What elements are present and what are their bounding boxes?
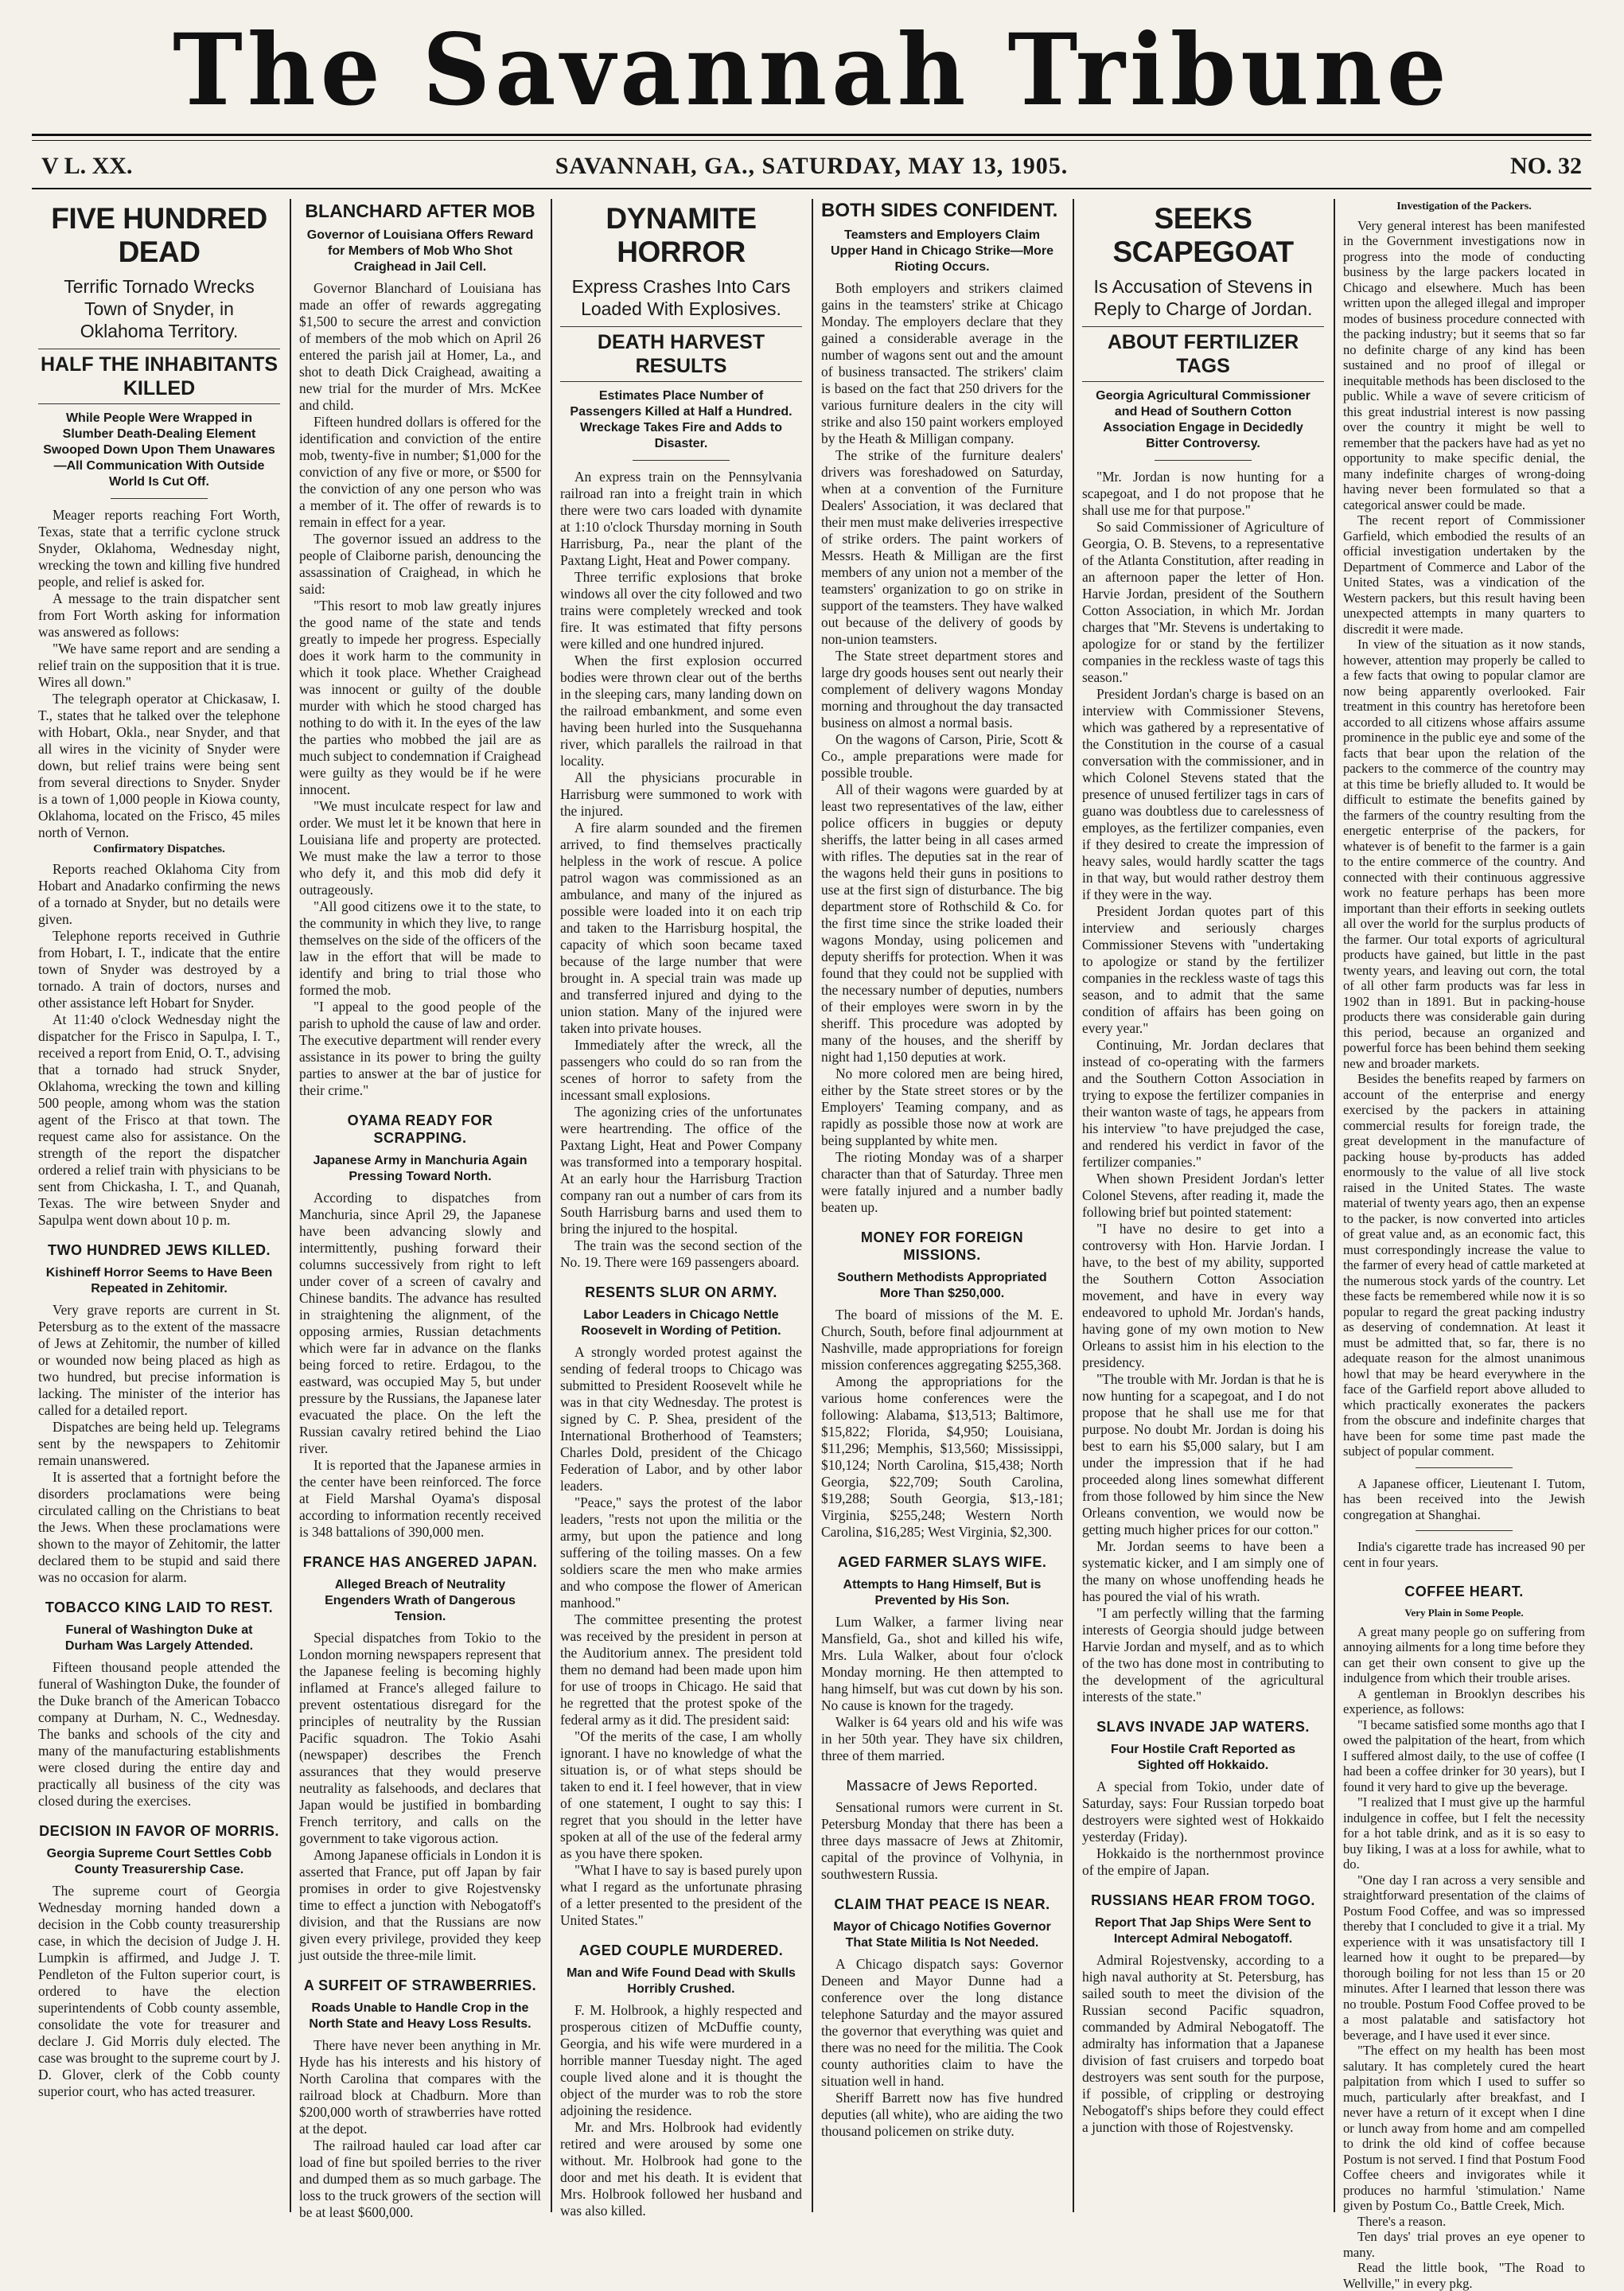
story-subhead: Very Plain in Some People. (1404, 1607, 1524, 1619)
story-subhead: Attempts to Hang Himself, But is Prevented by His Son. (843, 1578, 1042, 1607)
paragraph: "I am perfectly willing that the farming interests of Georgia should judge between Harvie Jordan and myself, and as to which of the two has done most in contributing to the development of the agricultural interests of the state." (1082, 1605, 1324, 1705)
paragraph: A message to the train dispatcher sent from Fort Worth asking for information was answered as follows: (38, 590, 280, 640)
paragraph: So said Commissioner of Agriculture of Georgia, O. B. Stevens, to a representative of the Atlanta Constitution, after reading in an afternoon paper the letter of Hon. Harvie Jordan, president of the Southern Cotton Association, in which Mr. Jordan charges that "Mr. Stevens is undertaking to apologize for or stand by the fertilizer companies in the reckless waste of tags this season." (1082, 519, 1324, 685)
paragraph: "We have same report and are sending a relief train on the supposition that it is true. Wires all down." (38, 641, 280, 690)
paragraph: Ten days' trial proves an eye opener to many. (1343, 2229, 1585, 2260)
paragraph: "We must inculcate respect for law and order. We must let it be known that here in Louisiana life and property are protected. We must make the law a terror to those who defy it, and this mob did defy it outrageously. (299, 798, 541, 898)
deck: Is Accusation of Stevens in Reply to Charge of Jordan. (1093, 276, 1313, 319)
paragraph: Admiral Rojestvensky, according to a high naval authority at St. Petersburg, has sailed south to meet the division of the Russian second Pacific squadron, commanded by Admiral Nebogatoff. The admiralty has information that a Japanese division of fast cruisers and torpedo boat destroyers was sent south for the purpose, if possible, of crippling or destroying Nebogatoff's ships before they could effect a junction with those of Rojestvensky. (1082, 1952, 1324, 2135)
paragraph: Immediately after the wreck, all the passengers who could do so ran from the scenes of horror to safety from the incessant small explosions. (560, 1037, 802, 1103)
story-headline: Massacre of Jews Reported. (846, 1778, 1038, 1794)
headline: DYNAMITE HORROR (606, 202, 757, 268)
paragraph: Continuing, Mr. Jordan declares that instead of co-operating with the farmers and the Southern Cotton Association in trying to expose the fertilizer companies in their wanton waste of tags, he appears from his interview "to have prejudged the case, and rendered his verdict in favor of the fertilizer companies." (1082, 1037, 1324, 1170)
paragraph: When shown President Jordan's letter Colonel Stevens, after reading it, made the following brief but pointed statement: (1082, 1171, 1324, 1220)
masthead-rule-thin (32, 140, 1591, 141)
paragraph: F. M. Holbrook, a highly respected and prosperous citizen of McDuffie county, Georgia, and his wife were murdered in a horrible manner Tuesday night. The aged couple lived alone and it is thought the object of the murder was to rob the store adjoining the residence. (560, 2002, 802, 2118)
paragraph: A fire alarm sounded and the firemen arrived, to find themselves practically helpless in the work of rescue. A police patrol wagon was commissioned as an ambulance, and many of the injured as possible were loaded into it on each trip and taken to the Harrisburg hospital, the capacity of which soon became taxed because of the large number that were brought in. A special train was made up and transferred injured and dying to the union station. Many of the injured were taken into private houses. (560, 820, 802, 1036)
dateline-rule (32, 188, 1591, 189)
paragraph: All of their wagons were guarded by at least two representatives of the law, either police officers in buggies or deputy sheriffs, the latter being in all cases armed with rifles. The deputies sat in the rear of the wagons held their guns in positions to use at the first sign of disturbance. The big department store of Rothschild & Co. for the first time since the strike loaded their wagons Monday, using policemen and deputy sheriffs for protection. When it was found that they could not be supplied with the necessary number of deputies, numbers of their employes were sworn in by the sheriff. This procedure was adopted by many of the houses, and the sheriff by night had 1,150 deputies at work. (821, 781, 1063, 1065)
paragraph: Sheriff Barrett now has five hundred deputies (all white), who are aiding the two thousand policemen on strike duty. (821, 2090, 1063, 2139)
paragraph: There's a reason. (1357, 2213, 1447, 2229)
divider (633, 460, 730, 461)
paragraph: President Jordan's charge is based on an interview with Commissioner Stevens, which was gathered by a representative of the Constitution in the course of a casual conversation with the commissioner, and in which Colonel Stevens stated that the presence of unused fertilizer tags in cars of guano was doubtless due to carelessness of employes, as the fertilizer companies, even if they desired to create the impression of heavy sales, would hardly scatter the tags in that way, but would rather destroy them if they were in the way. (1082, 686, 1324, 902)
paragraph: The agonizing cries of the unfortunates were heartrending. The office of the Paxtang Light, Heat and Power Company was transformed into a temporary hospital. At an early hour the Harrisburg Traction company ran out a number of cars from its South Harrisburg barns and used them to bring the injured to the hospital. (560, 1104, 802, 1237)
story-subhead: Georgia Supreme Court Settles Cobb County Treasurership Case. (46, 1847, 272, 1876)
column-2 (293, 199, 547, 2220)
headline: BLANCHARD AFTER MOB (305, 201, 535, 221)
column-rule (812, 199, 813, 2212)
paragraph: "I became satisfied some months ago that I owed the palpitation of the heart, from which I suffered almost daily, to the use of coffee (I had been a coffee drinker for 30 years), but I found it very hard to give up the beverage. (1343, 1716, 1585, 1794)
paragraph: "What I have to say is based purely upon what I regard as the unfortunate phrasing of a letter presented to the president of the United States." (560, 1862, 802, 1928)
story-headline: COFFEE HEART. (1404, 1584, 1524, 1599)
paragraph: The train was the second section of the No. 19. There were 169 passengers aboard. (560, 1237, 802, 1270)
story-subhead: Funeral of Washington Duke at Durham Was Largely Attended. (64, 1623, 254, 1653)
paragraph: On the wagons of Carson, Pirie, Scott & Co., ample preparations were made for possible trouble. (821, 731, 1063, 781)
paragraph: Very grave reports are current in St. Petersburg as to the extent of the massacre of Jews at Zehitomir, the number of killed or wounded now being placed as high as two hundred, but precise information is lacking. The minister of the interior has called for a detailed report. (38, 1302, 280, 1418)
paragraph: All the physicians procurable in Harrisburg were summoned to work with the injured. (560, 770, 802, 819)
column-5 (1076, 199, 1330, 2212)
paragraph: "I realized that I must give up the harmful indulgence in coffee, but I felt the necessity for a hot table drink, and as it is so easy to buy Iiking, I was at a loss for awhile, what to do. (1343, 1794, 1585, 1872)
paragraph: India's cigarette trade has increased 90 per cent in four years. (1343, 1539, 1585, 1570)
story-headline: MONEY FOR FOREIGN MISSIONS. (860, 1229, 1024, 1263)
paragraph: When the first explosion occurred bodies were thrown clear out of the berths in the sleeping cars, many landing down on the railroad embankment, and some even having been hurled into the Susquehanna river, which parallels the railroad in that locality. (560, 653, 802, 769)
story-subhead: Four Hostile Craft Reported as Sighted off Hokkaido. (1110, 1743, 1296, 1772)
headline-bar: HALF THE INHABITANTS KILLED (38, 349, 280, 404)
subhead: Governor of Louisiana Offers Reward for Members of Mob Who Shot Craighead in Jail Cell. (306, 228, 534, 274)
story-subhead: Report That Jap Ships Were Sent to Intercept Admiral Nebogatoff. (1095, 1916, 1311, 1946)
story-headline: SLAVS INVADE JAP WATERS. (1096, 1719, 1310, 1735)
story-subhead: Labor Leaders in Chicago Nettle Roosevelt in Wording of Petition. (581, 1308, 781, 1338)
paragraph: Fifteen thousand people attended the funeral of Washington Duke, the founder of the Duke branch of the American Tobacco company at Durham, N. C., Wednesday. The banks and schools of the city and many of the manufacturing establishments were closed during the entire day and practically all business of the city was closed during the exercises. (38, 1659, 280, 1809)
paragraph: Mr. and Mrs. Holbrook had evidently retired and were aroused by some one without. Mr. Holbrook had gone to the door and met his death. It is evident that Mrs. Holbrook followed her husband and was also killed. (560, 2119, 802, 2219)
story-subhead: Mayor of Chicago Notifies Governor That State Militia Is Not Needed. (833, 1920, 1051, 1950)
headline: FIVE HUNDRED DEAD (51, 202, 267, 268)
issue-date: SAVANNAH, GA., SATURDAY, MAY 13, 1905. (555, 153, 1069, 179)
divider (1416, 1467, 1513, 1468)
column-rule (290, 199, 291, 2212)
paragraph: Telephone reports received in Guthrie from Hobart, I. T., indicate that the entire town of Snyder was destroyed by a tornado. A train of doctors, nurses and other assistance left Hobart for Snyder. (38, 928, 280, 1011)
paragraph: The supreme court of Georgia Wednesday morning handed down a decision in the Cobb county treasurership case, in which the decision of Judge J. H. Lumpkin is affirmed, and Judge J. T. Pendleton of the Fulton superior court, is ordered to have the election superintendents of Cobb county assemble, consolidate the vote for treasurer and declare J. Gid Morris duly elected. The case was brought to the supreme court by J. D. Glover, clerk of the Cobb county superior court, who has acted treasurer. (38, 1883, 280, 2099)
dateline (32, 153, 1591, 186)
divider (1416, 1530, 1513, 1531)
column-rule (1073, 199, 1074, 2212)
column-rule (551, 199, 552, 2212)
paragraph: There have never been anything in Mr. Hyde has his interests and his history of North Carolina that compares with the railroad block at Chadburn. More than $200,000 worth of strawberries have rotted at the depot. (299, 2037, 541, 2137)
story-headline: A SURFEIT OF STRAWBERRIES. (303, 1977, 537, 1993)
paragraph: Lum Walker, a farmer living near Mansfield, Ga., shot and killed his wife, Mrs. Lula Walker, about four o'clock Monday morning. He then attempted to hang himself, but was cut down by his son. No cause is known for the tragedy. (821, 1614, 1063, 1713)
section-label: Investigation of the Packers. (1396, 201, 1532, 212)
paragraph: Governor Blanchard of Louisiana has made an offer of rewards aggregating $1,500 to secure the arrest and conviction of members of the mob which on April 26 entered the parish jail at Homer, La., and shot to death Dick Craighead, awaiting a new trial for the murder of Mrs. McKee and child. (299, 280, 541, 413)
volume-number: V L. XX. (41, 153, 133, 179)
paragraph: Besides the benefits reaped by farmers on account of the enterprise and energy exercised by the packers in attaining commercial results for foreign trade, the great development in the manufacture of packing house by-products has added enormously to the value of all live stock raised in the United States. The waste material of twenty years ago, then an expense to the packer, is now converted into articles of great value and, as an economic fact, this must correspondingly increase the value to the farmer of every head of cattle marketed at the numerous stock yards of the country. Let these facts be remembered while now it is so popular to regard the great packing industry as deserving of condemnation. At least it must be admitted that, so far, there is no adequate reason for the almost unanimous howl that may be heard everywhere in the face of the Garfield report above alluded to which practically exonerates the packers from the obscure and indefinite charges that have been for some time past made the subject of popular comment. (1343, 1071, 1585, 1459)
paragraph: An express train on the Pennsylvania railroad ran into a freight train in which there were two cars loaded with dynamite at 1:10 o'clock Thursday morning in South Harrisburg, Pa., near the plant of the Paxtang Light, Heat and Power company. (560, 469, 802, 568)
paragraph: "All good citizens owe it to the state, to the community in which they live, to range themselves on the side of the officers of the law in the effort that will be made to identify and bring to trial those who formed the mob. (299, 898, 541, 998)
subhead: Georgia Agricultural Commissioner and Head of Southern Cotton Association Engage in Decidedly Bitter Controversy. (1096, 389, 1310, 450)
paragraph: "The effect on my health has been most salutary. It has completely cured the heart palpitation from which I used to suffer so much, particularly after breakfast, and I never have a return of it except when I dine or lunch away from home and am compelled to drink the old kind of coffee because Postum is not served. I find that Postum Food Coffee cheers and invigorates while it produces no harmful 'stimulation.' Name given by Postum Co., Battle Creek, Mich. (1343, 2043, 1585, 2213)
column-3 (554, 199, 808, 2219)
paragraph: Among the appropriations for the various home conferences were the following: Alabama, $13,513; Baltimore, $15,822; Florida, $4,950; Louisiana, $11,296; Memphis, $13,560; Mississippi, $10,124; North Carolina, $15,438; North Georgia, $22,709; South Carolina, $19,288; South Georgia, $13,-181; Virginia, $255,248; Western North Carolina, $16,285; West Virginia, $2,300. (821, 1373, 1063, 1540)
columns (32, 199, 1591, 2291)
paragraph: The railroad hauled car load after car load of fine but spoiled berries to the river and dumped them as so much garbage. The loss to the truck growers of the section will be at least $600,000. (299, 2137, 541, 2220)
paragraph: "The trouble with Mr. Jordan is that he is now hunting for a scapegoat, and I do not propose that he shall use me for that purpose. No doubt Mr. Jordan is doing his best to earn his $5,000 salary, but I am under the impression that if he had proceeded along lines somewhat different from those followed by him since the New Orleans convention, we would now be getting much higher prices for our cotton." (1082, 1371, 1324, 1537)
paragraph: The telegraph operator at Chickasaw, I. T., states that he talked over the telephone with Hobart, Okla., near Snyder, and that all wires in the vicinity of Snyder were down, but relief trains were being sent from several directions to Snyder. Snyder is a town of 1,000 people in Kiowa county, Oklahoma, located on the Frisco, 45 miles north of Vernon. (38, 691, 280, 840)
paragraph: A Japanese officer, Lieutenant I. Tutom, has been received into the Jewish congregation at Shanghai. (1343, 1475, 1585, 1522)
paragraph: "One day I ran across a very sensible and straightforward presentation of the claims of Postum Food Coffee, and was so impressed thereby that I concluded to give it a trial. My experience with it was unsatisfactory till I learned how it ought to be prepared—by thorough boiling for not less than 15 or 20 minutes. After I learned that lesson there was no trouble. Postum Food Coffee proved to be a most palatable and satisfactory hot beverage, and I have used it ever since. (1343, 1872, 1585, 2043)
paragraph: The board of missions of the M. E. Church, South, before final adjournment at Nashville, made appropriations for foreign mission conferences aggregating $255,368. (821, 1307, 1063, 1373)
story-headline: DECISION IN FAVOR OF MORRIS. (39, 1823, 279, 1839)
column-4 (815, 199, 1069, 2212)
paragraph: No more colored men are being hired, either by the State street stores or by the Employers' Teaming company, and as rapidly as possible those now at work are being supplanted by white men. (821, 1066, 1063, 1148)
paragraph: "I have no desire to get into a controversy with Hon. Harvie Jordan. I have, to the best of my ability, supported the Southern Cotton Association movement, and have in every way endeavored to uphold Mr. Jordan's hands, having gone of my own motion to New Orleans to assist him in his election to the presidency. (1082, 1221, 1324, 1370)
divider (1155, 460, 1252, 461)
subhead: Estimates Place Number of Passengers Killed at Half a Hundred. Wreckage Takes Fire and Adds to Disaster. (570, 389, 793, 450)
masthead-title: The Savannah Tribune (173, 11, 1451, 128)
paragraph: President Jordan quotes part of this interview and seriously charges Commissioner Stevens with "undertaking to apologize or stand by the fertilizer companies in the reckless waste of tags this season, and to admit that the same condition of affairs has been going on every year." (1082, 903, 1324, 1036)
paragraph: "I appeal to the good people of the parish to uphold the cause of law and order. The executive department will render every assistance in its power to bring the guilty parties to answer at the bar of justice for their crime." (299, 999, 541, 1098)
story-headline: RESENTS SLUR ON ARMY. (585, 1284, 777, 1300)
story-subhead: Southern Methodists Appropriated More Than $250,000. (837, 1271, 1047, 1300)
column-rule (1334, 199, 1335, 2212)
paragraph: Sensational rumors were current in St. Petersburg Monday that there has been a three days massacre of Jews at Zhitomir, capital of the province of Volhynia, in southwestern Russia. (821, 1799, 1063, 1882)
story-headline: FRANCE HAS ANGERED JAPAN. (302, 1554, 538, 1570)
story-headline: AGED FARMER SLAYS WIFE. (837, 1554, 1047, 1570)
paragraph: The committee presenting the protest was received by the president in person at the Auditorium annex. The president told them no demand had been made upon him for use of troops in Chicago. He said that he regretted that the protest spoke of the federal army as it did. The president said: (560, 1611, 802, 1728)
masthead-rule-top (32, 134, 1591, 136)
paragraph: The governor issued an address to the people of Claiborne parish, denouncing the assassination of Craighead, in which he said: (299, 531, 541, 597)
paragraph: In view of the situation as it now stands, however, attention may properly be called to a few facts that owing to popular clamor are now being apparently overlooked. Fair treatment in this country has heretofore been accorded to all citizens whose affairs assume prominence in the public eye and some of the facts that bear upon the relation of the packers to the commerce of the country may at this time be briefly alluded to. It would be difficult to estimate the benefits gained by the farmers of the country resulting from the energetic enterprise of the packers, for whatever is of benefit to the farmer is a gain to the entire commerce of the country. And connected with their continuous aggressive work no feature perhaps has been more important than their efforts in seeking outlets all over the world for the surplus products of the farmer. Our total exports of agricultural products have gained, but little in the past twenty years, and leaving out corn, the total of all other farm products was far less in 1902 than in 1891. But in packing-house products there was considerable gain during this period, because an organized and powerful force has been behind them seeking new and broader markets. (1343, 637, 1585, 1071)
column-6 (1337, 199, 1591, 2291)
column-1 (32, 199, 286, 2212)
paragraph: Dispatches are being held up. Telegrams sent by the newspapers to Zehitomir remain unanswered. (38, 1419, 280, 1468)
story-subhead: Roads Unable to Handle Crop in the North State and Heavy Loss Results. (309, 2001, 532, 2031)
paragraph: It is reported that the Japanese armies in the center have been reinforced. The force at Field Marshal Oyama's disposal according to information recently received is 348 battalions of 390,000 men. (299, 1457, 541, 1540)
story-headline: CLAIM THAT PEACE IS NEAR. (834, 1896, 1050, 1912)
story-subhead: Kishineff Horror Seems to Have Been Repeated in Zehitomir. (45, 1266, 273, 1296)
paragraph: A strongly worded protest against the sending of federal troops to Chicago was submitted to President Roosevelt while he was in that city Wednesday. The protest is signed by C. P. Shea, president of the International Brotherhood of Teamsters; Charles Dold, president of the Chicago Federation of Labor, and by other labor leaders. (560, 1344, 802, 1494)
paragraph: "Of the merits of the case, I am wholly ignorant. I have no knowledge of what the situation is, or of what steps should be taken to end it. I feel however, that in view of one statement, I ought to say this: I regret that you should in the letter have spoken at all of the use of the federal army as you have there spoken. (560, 1728, 802, 1861)
deck: Express Crashes Into Cars Loaded With Explosives. (571, 276, 791, 319)
story-headline: RUSSIANS HEAR FROM TOGO. (1091, 1892, 1315, 1908)
deck: Terrific Tornado Wrecks Town of Snyder, in Oklahoma Territory. (64, 276, 255, 341)
paragraph: The rioting Monday was of a sharper character than that of Saturday. Three men were fatally injured and a number badly beaten up. (821, 1149, 1063, 1215)
paragraph: It is asserted that a fortnight before the disorders proclamations were being circulated calling on the Christians to beat the Jews. When these proclamations were shown to the mayor of Zehitomir, the latter declared them to be stupid and said there was no occasion for alarm. (38, 1469, 280, 1585)
story-subhead: Man and Wife Found Dead with Skulls Horribly Crushed. (567, 1966, 796, 1996)
paragraph: Among Japanese officials in London it is asserted that France, put off Japan by fair promises in order to give Rojestvensky time to effect a junction with Nebogatoff's division, and that the Russians are now given every privilege, provided they keep just outside the three-mile limit. (299, 1847, 541, 1963)
paragraph: At 11:40 o'clock Wednesday night the dispatcher for the Frisco in Sapulpa, I. T., received a report from Enid, O. T., advising that a tornado had struck Snyder, Oklahoma, wrecking the town and killing 500 people, among whom was the station agent of the Frisco at that town. The request came also for assistance. On the strength of the report the dispatcher ordered a relief train with physicians to be sent from Chickasha, I. T., and Quanah, Texas. The wire between Snyder and Sapulpa went down about 10 p. m. (38, 1011, 280, 1228)
story-headline: AGED COUPLE MURDERED. (578, 1942, 784, 1958)
masthead (0, 0, 1624, 139)
divider (111, 498, 208, 499)
paragraph: According to dispatches from Manchuria, since April 29, the Japanese have been advancing slowly and intermittently, pushing forward their columns successively from right to left under cover of a screen of cavalry and Chinese bandits. The advance has resulted in straightening the alignment, of the opposing armies, Russian detachments which were far in advance on the flanks being forced to retire. Erdagou, to the eastward, was occupied May 5, but under pressure by the Russians, the Japanese later evacuated the place. On the left the Russian cavalry retired behind the Liao river. (299, 1190, 541, 1456)
paragraph: Very general interest has been manifested in the Government investigations now in progress into the mode of conducting business by the large packers located in Chicago and elsewhere. Much has been written upon the alleged illegal and improper modes of business procedure connected with the packing industry; but it seems that so far no definite charge of any kind has been sustained and no proof of illegal or inequitable methods has been disclosed to the public. While a wave of severe criticism of this great industrial interest is now passing over the country it might be well to remember that the packers have had as yet no opportunity to make specific denial, the many indefinite charges of wrong-doing having never been formulated so that a categorical answer could be made. (1343, 217, 1585, 512)
paragraph: Walker is 64 years old and his wife was in her 50th year. They have six children, three of them married. (821, 1714, 1063, 1763)
paragraph: A special from Tokio, under date of Saturday, says: Four Russian torpedo boat destroyers were sighted west of Hokkaido yesterday (Friday). (1082, 1779, 1324, 1845)
headline-bar: DEATH HARVEST RESULTS (560, 326, 802, 382)
subhead: While People Were Wrapped in Slumber Death-Dealing Element Swooped Down Upon Them Unawares—All Communication With Outside World Is Cut Off. (43, 411, 275, 489)
headline: SEEKS SCAPEGOAT (1112, 202, 1294, 268)
paragraph: The recent report of Commissioner Garfield, which embodied the results of an official investigation undertaken by the Department of Commerce and Labor of the United States, was a vindication of the Western packers, but this result having been unexpected attempts in many quarters to discredit it were made. (1343, 512, 1585, 637)
paragraph: The State street department stores and large dry goods houses sent out nearly their complement of delivery wagons Monday morning and throughout the day transacted business on almost a normal basis. (821, 648, 1063, 731)
paragraph: A Chicago dispatch says: Governor Deneen and Mayor Dunne had a conference over the long distance telephone Saturday and the mayor assured the governor that everything was quiet and there was no need for the militia. The Cook county authorities claim to have the situation well in hand. (821, 1956, 1063, 2089)
story-headline: TOBACCO KING LAID TO REST. (45, 1599, 274, 1615)
paragraph: A great many people go on suffering from annoying ailments for a long time before they can get their own consent to give up the indulgence from which their trouble arises. (1343, 1623, 1585, 1685)
story-subhead: Japanese Army in Manchuria Again Pressing Toward North. (313, 1154, 528, 1183)
paragraph: "This resort to mob law greatly injures the good name of the state and tends greatly to impede her progress. Especially does it work harm to the community in which it took place. Whether Craighead was innocent or guilty of the double murder with which he stood charged has nothing to do with it. In the eyes of the law the parties who mobbed the jail are as much subject to condemnation if Craighead were guilty as they would be if he were innocent. (299, 598, 541, 797)
paragraph: Mr. Jordan seems to have been a systematic kicker, and I am simply one of the many on whose unoffending heads he has poured the vial of his wrath. (1082, 1538, 1324, 1604)
paragraph: Three terrific explosions that broke windows all over the city followed and two trains were completely wrecked and took fire. It was estimated that fifty persons were killed and one hundred injured. (560, 569, 802, 652)
paragraph: Meager reports reaching Fort Worth, Texas, state that a terrific cyclone struck Snyder, Oklahoma, Wednesday night, wrecking the town and killing five hundred people, and relief is asked for. (38, 507, 280, 590)
paragraph: "Peace," says the protest of the labor leaders, "rests not upon the militia or the army, but upon the patience and long suffering of the toiling masses. On a few soldiers scare the men who make armies and who compose the flower of American manhood." (560, 1494, 802, 1611)
subhead: Teamsters and Employers Claim Upper Hand in Chicago Strike—More Rioting Occurs. (830, 228, 1054, 274)
story-headline: TWO HUNDRED JEWS KILLED. (48, 1242, 271, 1258)
paragraph: Both employers and strikers claimed gains in the teamsters' strike at Chicago Monday. The employers declare that they gained a considerable average in the number of wagons sent out and the amount of business transacted. The strikers' claim is based on the fact that 250 drivers for the various furniture dealers in the city will strike and also 150 paint workers employed by the Heath & Milligan company. (821, 280, 1063, 446)
paragraph: A gentleman in Brooklyn describes his experience, as follows: (1343, 1685, 1585, 1716)
section-label: Confirmatory Dispatches. (93, 843, 225, 855)
issue-number: NO. 32 (1510, 153, 1582, 179)
paragraph: The strike of the furniture dealers' drivers was foreshadowed on Saturday, when at a convention of the Furniture Dealers' Association, it was declared that their men must make deliveries irrespective of strike orders. The paint workers of Messrs. Heath & Milligan are the first members of any union not a member of the teamsters' organization to go on strike in support of the teamsters. They have walked out because of the delivery of goods by non-union teamsters. (821, 447, 1063, 647)
paragraph: Fifteen hundred dollars is offered for the identification and conviction of the entire mob, twenty-five in number; $1,000 for the conviction of any five or more, or $500 for the conviction of any one person who was a member of it. The offer of rewards is to remain in effect for a year. (299, 414, 541, 530)
paragraph: Read the little book, "The Road to Wellville," in every pkg. (1343, 2260, 1585, 2291)
headline: BOTH SIDES CONFIDENT. (821, 200, 1058, 221)
paragraph: Reports reached Oklahoma City from Hobart and Anadarko confirming the news of a tornado at Snyder, but no details were given. (38, 861, 280, 927)
paragraph: Special dispatches from Tokio to the London morning newspapers represent that the Japanese feeling is becoming highly inflamed at France's alleged failure to prevent ostentatious disregard for the principles of neutrality by the Russian Pacific squadron. The Tokio Asahi (newspaper) describes the French assurances that they would preserve neutrality as falsehoods, and declares that Japan would be justified in bombarding French territory, and calls on the government to take vigorous action. (299, 1630, 541, 1846)
story-subhead: Alleged Breach of Neutrality Engenders Wrath of Dangerous Tension. (325, 1578, 516, 1623)
story-headline: OYAMA READY FOR SCRAPPING. (347, 1112, 493, 1146)
headline-bar: ABOUT FERTILIZER TAGS (1082, 326, 1324, 382)
paragraph: "Mr. Jordan is now hunting for a scapegoat, and I do not propose that he shall use me for that purpose." (1082, 469, 1324, 518)
paragraph: Hokkaido is the northernmost province of the empire of Japan. (1082, 1845, 1324, 1878)
